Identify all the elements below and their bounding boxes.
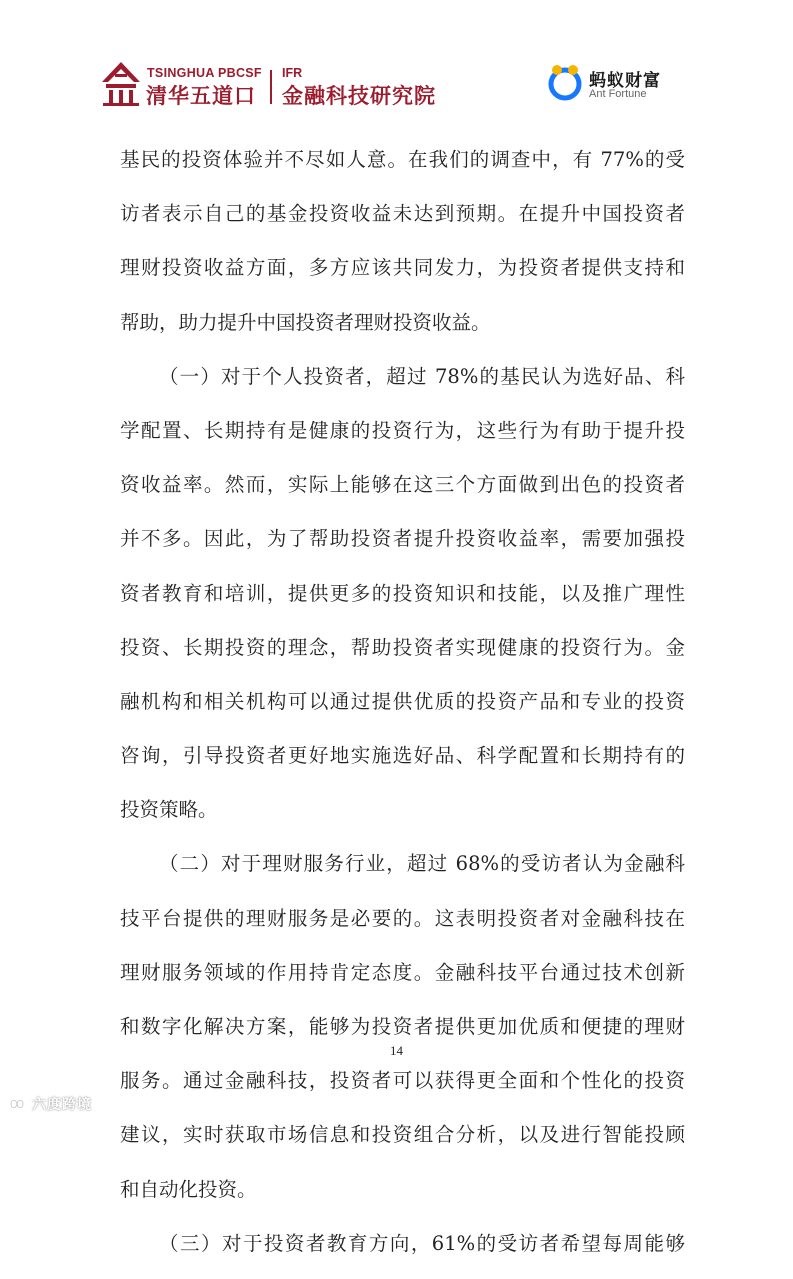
logo-divider <box>270 70 272 104</box>
ifr-logo-cn-text: 金融科技研究院 <box>282 84 436 108</box>
ant-fortune-logo-en-text: Ant Fortune <box>589 88 647 100</box>
paragraph-line: 技平台提供的理财服务是必要的。这表明投资者对金融科技在 <box>120 906 685 930</box>
paragraph-line: 投资策略。 <box>120 798 218 822</box>
ifr-logo-en-text: IFR <box>282 66 303 80</box>
paragraph-line: 基民的投资体验并不尽如人意。在我们的调查中，有 77%的受 <box>120 148 685 171</box>
paragraph-line: 和数字化解决方案，能够为投资者提供更加优质和便捷的理财 <box>120 1015 685 1038</box>
paragraph-line: 资者教育和培训，提供更多的投资知识和技能，以及推广理性 <box>120 581 685 605</box>
paragraph-line: 服务。通过金融科技，投资者可以获得更全面和个性化的投资 <box>120 1069 685 1093</box>
tsinghua-logo-en-text: TSINGHUA PBCSF <box>147 66 262 80</box>
report-body <box>120 141 685 1279</box>
watermark <box>6 1094 92 1114</box>
infinity-icon <box>6 1095 28 1113</box>
page-header <box>0 0 793 120</box>
tsinghua-pbcsf-logo-icon <box>100 60 142 106</box>
ant-fortune-logo-cn-text: 蚂蚁财富 <box>589 71 661 91</box>
paragraph-line: （三）对于投资者教育方向，61%的受访者希望每周能够 <box>159 1231 685 1255</box>
paragraph-line: 理财服务领域的作用持肯定态度。金融科技平台通过技术创新 <box>120 960 685 984</box>
paragraph-line: （一）对于个人投资者，超过 78%的基民认为选好品、科 <box>159 364 685 388</box>
paragraph-line: 访者表示自己的基金投资收益未达到预期。在提升中国投资者 <box>120 202 685 226</box>
paragraph-line: （二）对于理财服务行业，超过 68%的受访者认为金融科 <box>159 852 685 876</box>
paragraph-line: 理财投资收益方面，多方应该共同发力，为投资者提供支持和 <box>120 256 685 280</box>
paragraph-line: 投资、长期投资的理念，帮助投资者实现健康的投资行为。金 <box>120 635 685 659</box>
watermark-text: 六度跨境 <box>32 1097 92 1113</box>
paragraph-line: 帮助，助力提升中国投资者理财投资收益。 <box>120 310 491 334</box>
paragraph-line: 建议，实时获取市场信息和投资组合分析，以及进行智能投顾 <box>120 1123 685 1147</box>
ant-fortune-logo-icon <box>545 62 585 102</box>
paragraph-line: 和自动化投资。 <box>120 1177 257 1201</box>
paragraph-line: 资收益率。然而，实际上能够在这三个方面做到出色的投资者 <box>120 473 685 497</box>
paragraph-line: 融机构和相关机构可以通过提供优质的投资产品和专业的投资 <box>120 689 685 713</box>
paragraph-line: 并不多。因此，为了帮助投资者提升投资收益率，需要加强投 <box>120 527 685 551</box>
paragraph-line: 咨询，引导投资者更好地实施选好品、科学配置和长期持有的 <box>120 744 685 768</box>
tsinghua-logo-cn-text: 清华五道口 <box>146 84 256 108</box>
page-number: 14 <box>390 1043 403 1058</box>
paragraph-line: 学配置、长期持有是健康的投资行为，这些行为有助于提升投 <box>120 418 685 442</box>
